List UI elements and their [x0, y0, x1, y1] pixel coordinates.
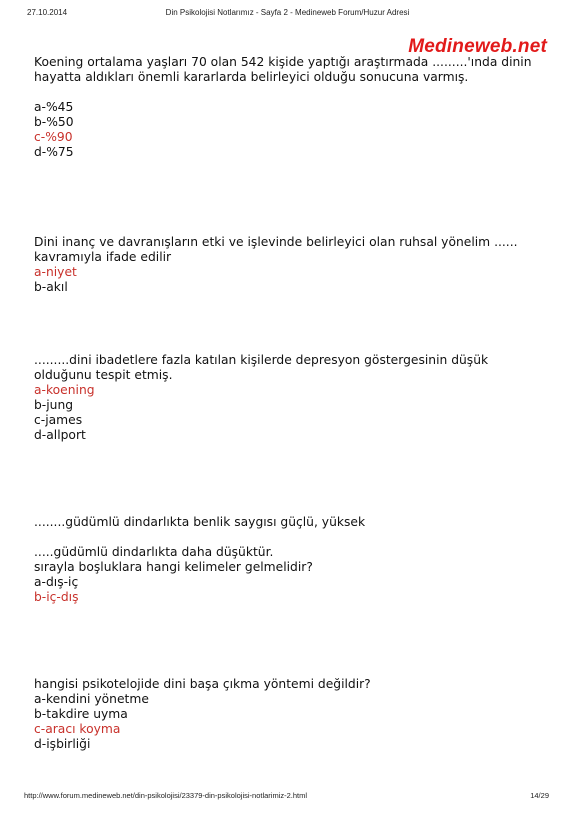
answer-option: d-işbirliği — [34, 737, 91, 751]
answer-option: a-dış-iç — [34, 575, 79, 589]
brand-watermark: Medineweb.net — [408, 36, 547, 57]
answer-option: c-james — [34, 413, 83, 427]
question-5 — [34, 677, 544, 752]
answer-option: a-kendini yönetme — [34, 692, 149, 706]
answer-option: b-jung — [34, 398, 74, 412]
question-1 — [34, 55, 544, 160]
answer-options — [34, 575, 544, 605]
question-2 — [34, 235, 544, 295]
answer-options — [34, 692, 544, 752]
answer-option: a-%45 — [34, 100, 74, 114]
answer-option-correct: c-aracı koyma — [34, 722, 121, 736]
footer-url-link[interactable]: http://www.forum.medineweb.net/din-psikolojisi/23379-din-psikolojisi-notlarimiz-2.html — [24, 791, 308, 800]
print-date: 27.10.2014 — [27, 8, 68, 17]
answer-options — [34, 265, 544, 295]
answer-option: b-akıl — [34, 280, 68, 294]
question-3 — [34, 353, 544, 443]
answer-option-correct: b-iç-dış — [34, 590, 79, 604]
question-stem-line-2: .....güdümlü dindarlıkta daha düşüktür. — [34, 545, 274, 559]
print-page-title: Din Psikolojisi Notlarımız - Sayfa 2 - Medineweb Forum/Huzur Adresi — [165, 8, 410, 17]
answer-option-correct: c-%90 — [34, 130, 73, 144]
answer-option: d-allport — [34, 428, 86, 442]
answer-option: d-%75 — [34, 145, 74, 159]
question-stem-line-3: sırayla boşluklara hangi kelimeler gelmelidir? — [34, 560, 313, 574]
answer-option: b-%50 — [34, 115, 74, 129]
question-stem: ........güdümlü dindarlıkta benlik saygısı güçlü, yüksek — [34, 515, 366, 529]
question-4 — [34, 515, 544, 605]
question-stem: Dini inanç ve davranışların etki ve işlevinde belirleyici olan ruhsal yönelim ...... kavramıyla ifade edilir — [34, 235, 518, 264]
question-stem: Koening ortalama yaşları 70 olan 542 kişide yaptığı araştırmada .........'ında dinin hayatta aldıkları önemli kararlarda belirleyici olduğu sonucuna varmış. — [34, 55, 532, 84]
answer-option-correct: a-niyet — [34, 265, 77, 279]
answer-option: b-takdire uyma — [34, 707, 128, 721]
question-stem: hangisi psikotelojide dini başa çıkma yöntemi değildir? — [34, 677, 371, 691]
answer-options — [34, 100, 544, 160]
question-stem: .........dini ibadetlere fazla katılan kişilerde depresyon göstergesinin düşük olduğunu tespit etmiş. — [34, 353, 489, 382]
page-number: 14/29 — [530, 791, 549, 800]
answer-options — [34, 383, 544, 443]
answer-option-correct: a-koening — [34, 383, 95, 397]
